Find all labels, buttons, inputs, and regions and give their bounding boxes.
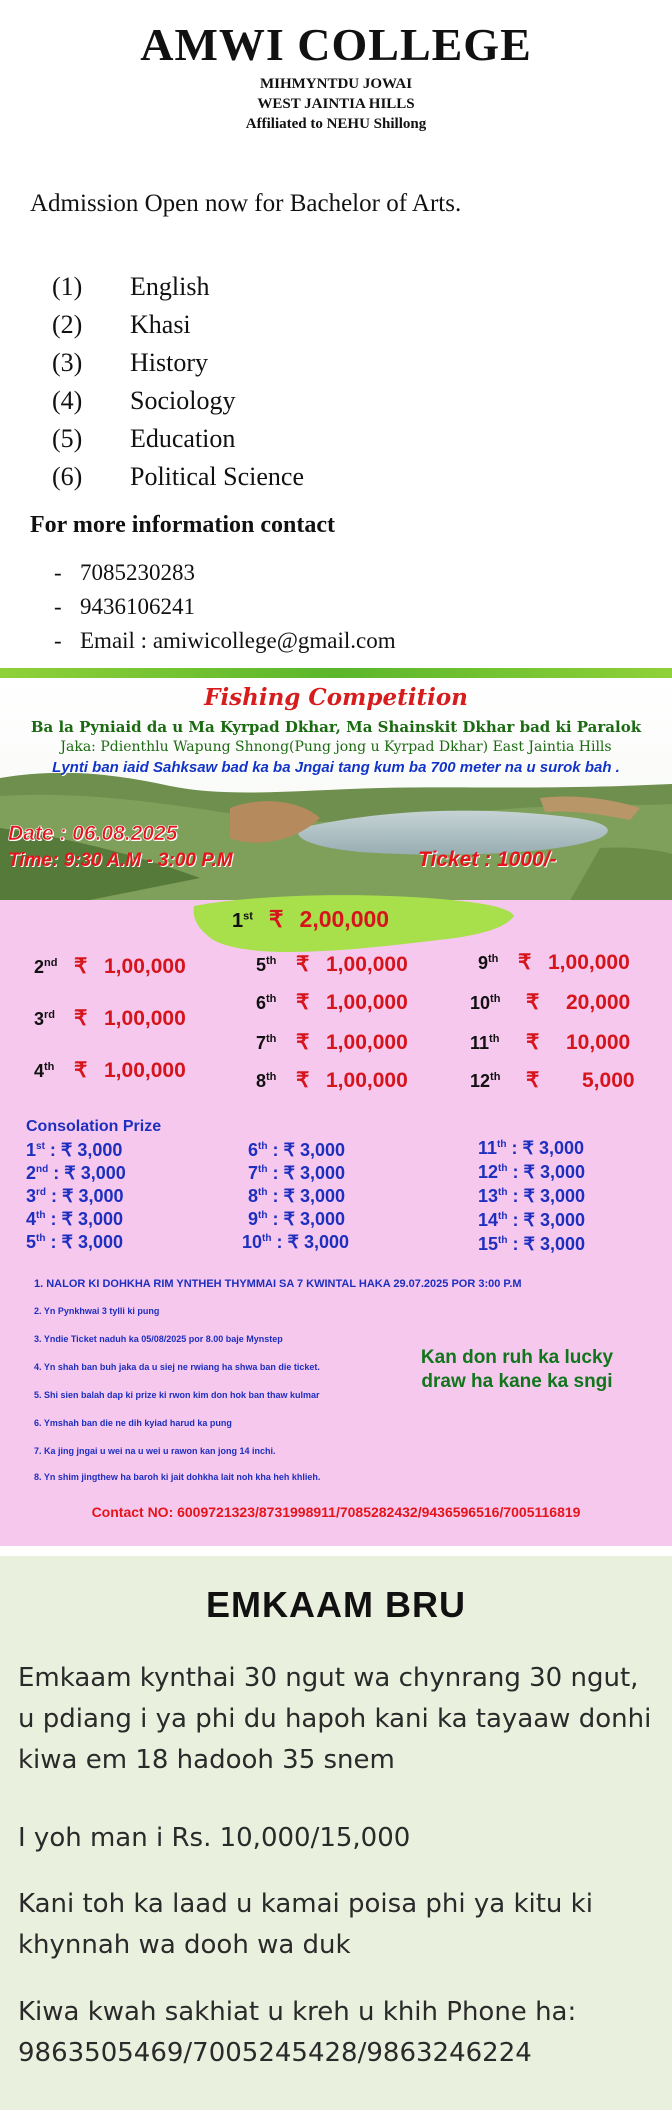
subject-item [52,310,191,340]
ticket-price: Ticket : 1000/- [418,848,557,871]
prize-2nd: 2nd ₹ 1,00,000 [34,955,186,978]
subject-item [52,424,235,454]
rupee-icon: ₹ [526,1069,540,1092]
subject-number: (5) [52,424,83,453]
rupee-icon: ₹ [523,1210,535,1230]
subject-number: (1) [52,272,83,301]
subject-item [52,348,208,378]
admission-headline: Admission Open now for Bachelor of Arts. [30,190,462,217]
lucky-draw-note: Kan don ruh ka lucky draw ha kane ka sngi [420,1347,614,1392]
fishing-competition-poster [0,668,672,1546]
phone-contact-paragraph: Kiwa kwah sakhiat u kreh u khih Phone ha: 9863505469/7005245428/9863246224 [18,1997,577,2068]
subject-number: (6) [52,462,83,491]
consolation-item: 5th : ₹ 3,000 [26,1232,123,1252]
green-top-band [0,668,672,678]
consolation-item: 9th : ₹ 3,000 [248,1209,345,1229]
rule-item: 4. Yn shah ban buh jaka da u siej ne rwiang ha shwa ban die ticket. [34,1362,320,1372]
college-title: AMWI COLLEGE [140,19,532,70]
rupee-icon: ₹ [60,1140,73,1160]
rupee-icon: ₹ [61,1232,73,1252]
rupee-icon: ₹ [523,1162,535,1182]
rupee-icon: ₹ [296,991,310,1014]
prize-12th: 12th ₹ 5,000 [470,1069,635,1092]
contact-email [54,628,396,654]
job-description-paragraph: Emkaam kynthai 30 ngut wa chynrang 30 ngut, u pdiang i ya phi du hapoh kani ka tayaaw donhi kiwa em 18 hadooh 35 snem [18,1663,652,1775]
subject-name: Sociology [130,386,236,415]
consolation-item: 1st : ₹ 3,000 [26,1140,123,1160]
rupee-icon: ₹ [283,1163,295,1183]
rule-item: 1. NALOR KI DOHKHA RIM YNTHEH THYMMAI SA 7 KWINTAL HAKA 29.07.2025 POR 3:00 P.M [34,1278,522,1290]
prize-3rd: 3rd ₹ 1,00,000 [34,1007,186,1030]
list-dash: - [54,628,62,653]
consolation-item: 2nd : ₹ 3,000 [26,1163,126,1183]
consolation-prize-heading: Consolation Prize [26,1118,162,1135]
rupee-icon: ₹ [64,1163,76,1183]
rupee-icon: ₹ [523,1234,535,1254]
contact-text: 9436106241 [80,594,195,619]
prize-8th: 8th ₹ 1,00,000 [256,1069,408,1092]
rule-item: 2. Yn Pynkhwai 3 tylli ki pung [34,1306,160,1316]
contact-text: Email : amiwicollege@gmail.com [80,628,396,653]
poster-contact-numbers: Contact NO: 6009721323/8731998911/7085282432/9436596516/7005116819 [91,1504,581,1520]
subject-item [52,272,209,302]
rule-item: 6. Ymshah ban die ne dih kyiad harud ka pung [34,1418,232,1428]
benefit-paragraph: Kani toh ka laad u kamai poisa phi ya kitu ki khynnah wa dooh wa duk [18,1889,593,1960]
rule-item: 5. Shi sien balah dap ki prize ki rwon kim don hok ban thaw kulmar [34,1390,320,1400]
subject-number: (2) [52,310,83,339]
distance-line: Lynti ban iaid Sahksaw bad ka ba Jngai tang kum ba 700 meter na u surok bah . [52,759,620,776]
rank-label: 1st [232,910,253,932]
event-time: Time: 9:30 A.M - 3:00 P.M [8,850,233,871]
subject-number: (4) [52,386,83,415]
rule-item: 8. Yn shim jingthew ha baroh ki jait dohkha lait noh kha heh khlieh. [34,1472,321,1482]
consolation-item: 4th : ₹ 3,000 [26,1209,123,1229]
consolation-item: 11th : ₹ 3,000 [478,1138,584,1158]
prize-9th: 9th ₹ 1,00,000 [478,951,630,974]
lake-landscape-image [0,678,672,918]
consolation-item: 6th : ₹ 3,000 [248,1140,345,1160]
organizer-line: Ba la Pyniaid da u Ma Kyrpad Dkhar, Ma Shainskit Dkhar bad ki Paralok [30,718,642,736]
rupee-icon: ₹ [74,1059,88,1082]
subject-name: English [130,272,210,301]
more-info-heading: For more information contact [30,512,336,538]
consolation-item: 15th : ₹ 3,000 [478,1234,585,1254]
emkaam-title: EMKAAM BRU [206,1584,466,1625]
consolation-item: 8th : ₹ 3,000 [248,1186,345,1206]
consolation-item: 12th : ₹ 3,000 [478,1162,585,1182]
college-address-line2: WEST JAINTIA HILLS [257,96,415,112]
contact-text: 7085230283 [80,560,195,585]
rupee-icon: ₹ [523,1186,535,1206]
prize-6th: 6th ₹ 1,00,000 [256,991,408,1014]
rupee-icon: ₹ [61,1209,73,1229]
prize-4th: 4th ₹ 1,00,000 [34,1059,186,1082]
subject-name: History [130,348,208,377]
subject-item [52,386,235,416]
rupee-icon: ₹ [296,953,310,976]
subject-item [52,462,304,492]
event-date: Date : 06.08.2025 [8,822,178,845]
prize-11th: 11th ₹ 10,000 [470,1031,631,1054]
rupee-icon: ₹ [287,1232,299,1252]
college-affiliation: Affiliated to NEHU Shillong [245,116,427,132]
rupee-icon: ₹ [518,951,532,974]
rupee-icon: ₹ [526,991,540,1014]
consolation-item: 3rd : ₹ 3,000 [26,1186,124,1206]
rupee-icon: ₹ [283,1140,295,1160]
contact-phone-1 [54,560,195,586]
subject-number: (3) [52,348,83,377]
consolation-item: 7th : ₹ 3,000 [248,1163,345,1183]
rupee-icon: ₹ [283,1186,295,1206]
rule-item: 3. Yndie Ticket naduh ka 05/08/2025 por 8.00 baje Mynstep [34,1334,283,1344]
rupee-icon: ₹ [268,906,284,932]
college-admission-section [0,0,672,668]
subject-name: Khasi [130,310,191,339]
rupee-icon: ₹ [62,1186,74,1206]
subject-name: Education [130,424,236,453]
prize-10th: 10th ₹ 20,000 [470,991,631,1014]
salary-paragraph: I yoh man i Rs. 10,000/15,000 [18,1823,411,1853]
rupee-icon: ₹ [526,1031,540,1054]
contact-phone-2 [54,594,195,620]
list-dash: - [54,560,62,585]
prize-amount: 2,00,000 [299,906,390,932]
venue-line: Jaka: Pdienthlu Wapung Shnong(Pung jong u Kyrpad Dkhar) East Jaintia Hills [60,739,612,755]
prize-7th: 7th ₹ 1,00,000 [256,1031,408,1054]
rupee-icon: ₹ [74,955,88,978]
emkaam-bru-section [0,1546,672,2110]
consolation-item: 10th : ₹ 3,000 [242,1232,349,1252]
rupee-icon: ₹ [74,1007,88,1030]
consolation-item: 13th : ₹ 3,000 [478,1186,585,1206]
list-dash: - [54,594,62,619]
subject-name: Political Science [130,462,305,491]
first-prize [232,906,389,933]
rupee-icon: ₹ [283,1209,295,1229]
college-address-line1: MIHMYNTDU JOWAI [259,76,413,92]
rule-item: 7. Ka jing jngai u wei na u wei u rawon kan jong 14 inchi. [34,1446,276,1456]
section-divider [0,1546,672,1556]
consolation-item: 14th : ₹ 3,000 [478,1210,585,1230]
rupee-icon: ₹ [522,1138,534,1158]
rupee-icon: ₹ [296,1031,310,1054]
prize-5th: 5th ₹ 1,00,000 [256,953,408,976]
competition-title: Fishing Competition [204,684,468,711]
rupee-icon: ₹ [296,1069,310,1092]
